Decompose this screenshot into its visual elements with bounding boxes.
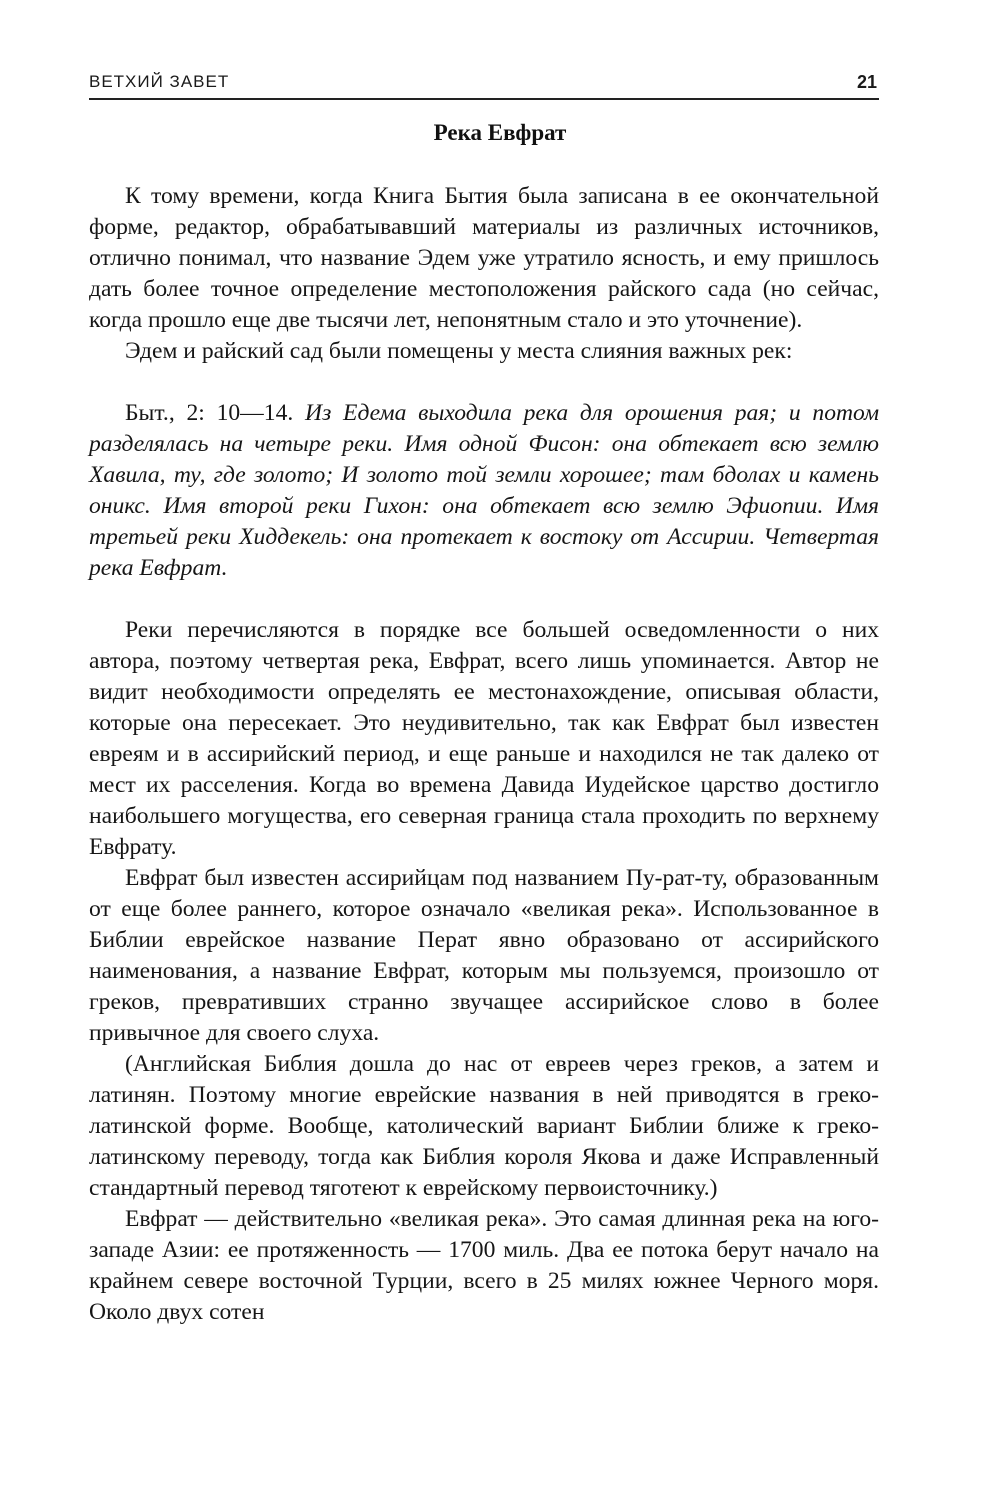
quote-reference: Быт., 2: 10—14. bbox=[125, 400, 294, 426]
paragraph: Эдем и райский сад были помещены у места слияния важных рек: bbox=[125, 338, 793, 364]
paragraph: Евфрат был известен ассирийцам под названием Пу-рат-ту, образованным от еще более раннего, которое означало «великая река». Использованное в Библии еврейское название Перат явно образовано от ассирийского наименования, а название Евфрат, которым мы пользуемся, произошло от греков, превративших странно звучащее ассирийское слово в более привычное для своего слуха. bbox=[89, 865, 879, 1046]
page-number: 21 bbox=[856, 72, 877, 92]
header-rule bbox=[89, 98, 879, 100]
body-text bbox=[89, 181, 879, 1328]
paragraph: (Английская Библия дошла до нас от евреев через греков, а затем и латинян. Поэтому многие еврейские названия в ней приводятся в греко-латинской форме. Вообще, католический вариант Библии ближе к греко-латинскому переводу, тогда как Библия короля Якова и даже Исправленный стандартный перевод тяготеют к еврейскому первоисточнику.) bbox=[89, 1051, 879, 1201]
running-title: ВЕТХИЙ ЗАВЕТ bbox=[89, 72, 230, 91]
bible-quote bbox=[89, 398, 879, 584]
running-header bbox=[89, 70, 879, 98]
section-title: Река Евфрат bbox=[433, 120, 567, 145]
quote-text: Из Едема выходила река для орошения рая; и потом разделялась на четыре реки. Имя одной Фисон: она обтекает всю землю Хавила, ту, где золото; И золото той земли хорошее; там бдолах и камень оникс. Имя второй реки Гихон: она обтекает всю землю Эфиопии. Имя третьей реки Хиддекель: она протекает к востоку от Ассирии. Четвертая река Евфрат. bbox=[89, 400, 880, 581]
paragraph: К тому времени, когда Книга Бытия была записана в ее окончательной форме, редактор, обрабатывавший материалы из различных источников, отлично понимал, что название Эдем уже утратило ясность, и ему пришлось дать более точное определение местоположения райского сада (но сейчас, когда прошло еще две тысячи лет, непонятным стало и это уточнение). bbox=[89, 183, 879, 333]
paragraph: Реки перечисляются в порядке все большей осведомленности о них автора, поэтому четвертая река, Евфрат, всего лишь упоминается. Автор не видит необходимости определять ее местонахождение, описывая области, которые она пересекает. Это неудивительно, так как Евфрат был известен евреям и в ассирийский период, и еще раньше и находился не так далеко от мест их расселения. Когда во времена Давида Иудейское царство достигло наибольшего могущества, его северная граница стала проходить по верхнему Евфрату. bbox=[89, 617, 879, 860]
paragraph: Евфрат — действительно «великая река». Это самая длинная река на юго-западе Азии: ее протяженность — 1700 миль. Два ее потока берут начало на крайнем севере восточной Турции, всего в 25 милях южнее Черного моря. Около двух сотен bbox=[89, 1206, 879, 1325]
